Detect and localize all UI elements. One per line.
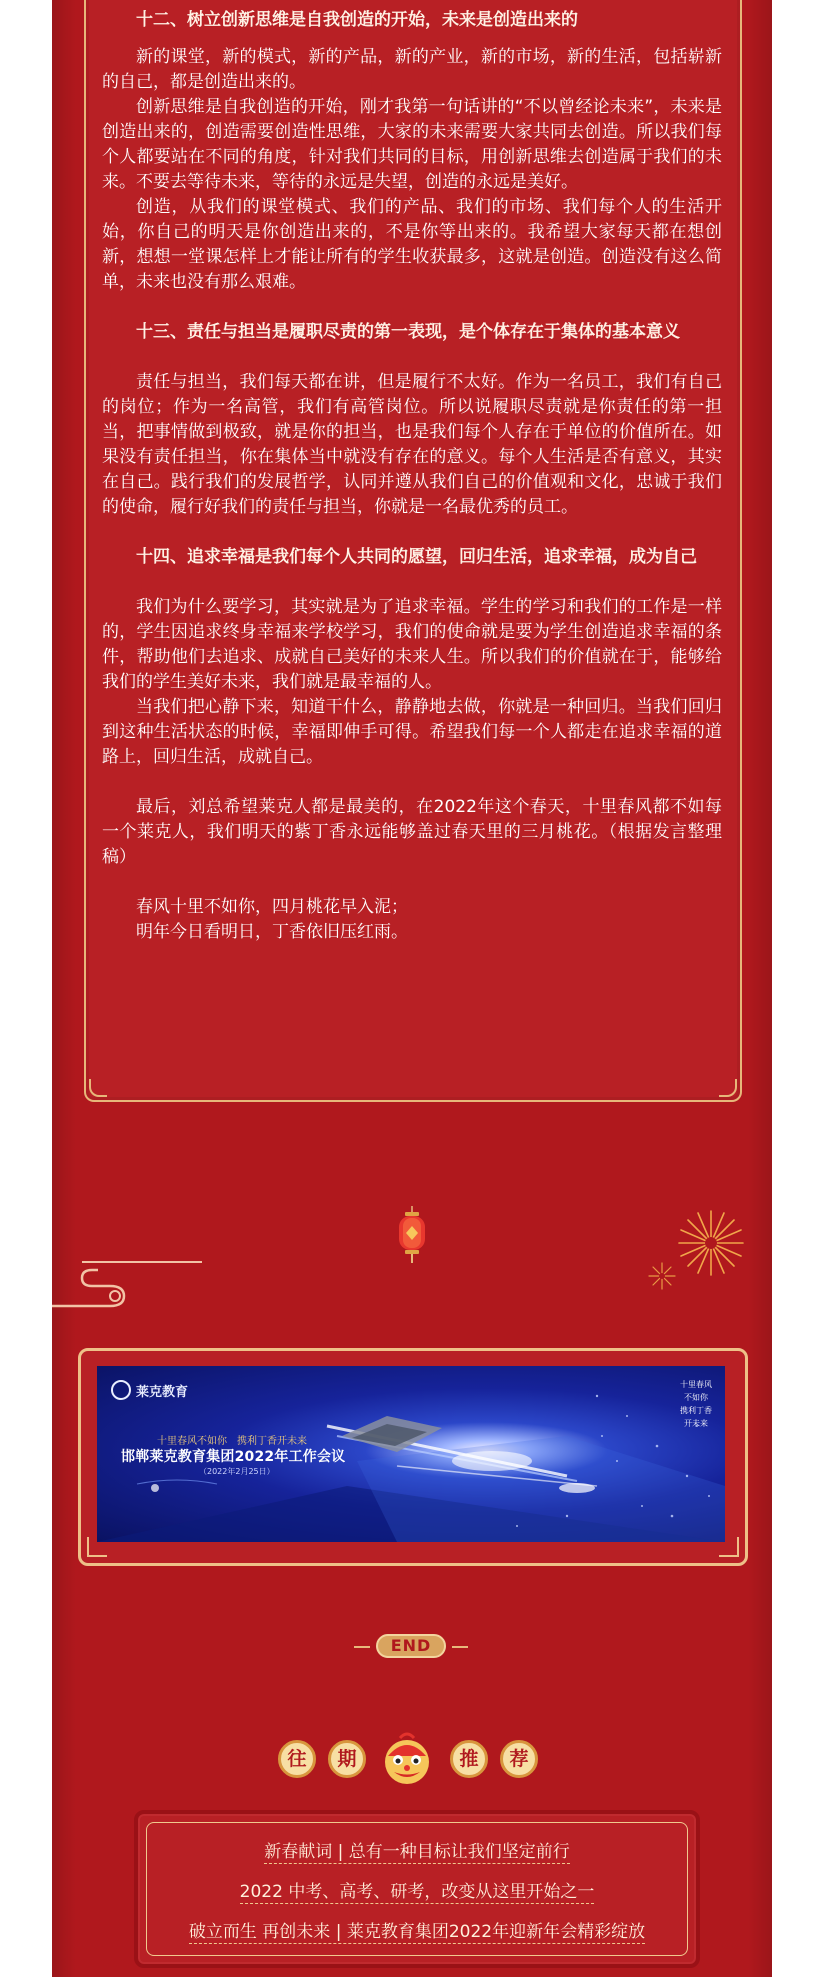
end-line-right xyxy=(452,1646,468,1648)
recommended-link[interactable] xyxy=(147,1877,687,1902)
banner-side-text xyxy=(666,1378,725,1430)
end-line-left xyxy=(354,1646,370,1648)
page-shade-left xyxy=(52,0,76,1977)
poem-line: 春风十里不如你，四月桃花早入泥； xyxy=(136,897,408,917)
banner-side-line: 不如你 xyxy=(684,1393,708,1402)
section-heading: 十二、树立创新思维是自我创造的开始，未来是创造出来的 xyxy=(136,10,578,30)
conference-banner-image xyxy=(97,1366,725,1542)
banner-side-line: 十里春风 xyxy=(680,1380,712,1389)
section-heading: 十三、责任与担当是履职尽责的第一表现，是个体存在于集体的基本意义 xyxy=(136,322,680,342)
fireworks-small-icon xyxy=(648,1262,676,1290)
recommend-char: 推 xyxy=(450,1740,488,1778)
recommend-char: 往 xyxy=(278,1740,316,1778)
paragraph: 创造，从我们的课堂模式、我们的产品、我们的市场、我们每个人的生活开始，你自己的明天是你创造出来的，不是你等出来的。我希望大家每天都在想创新，想想一堂课怎样上才能让所有的学生收获最多，这就是创造。创造没有这么简单，未来也没有那么艰难。 xyxy=(102,197,722,292)
recommend-char: 期 xyxy=(328,1740,366,1778)
paragraph: 责任与担当，我们每天都在讲，但是履行不太好。作为一名员工，我们有自己的岗位；作为一名高管，我们有高管岗位。所以说履职尽责就是你责任的第一担当，把事情做到极致，就是你的担当，也是我们每个人存在于单位的价值所在。如果没有责任担当，你在集体当中就没有存在的意义。每个人生活是否有意义，其实在自己。践行我们的发展哲学，认同并遵从我们自己的价值观和文化，忠诚于我们的使命，履行好我们的责任与担当，你就是一名最优秀的员工。 xyxy=(102,372,722,517)
banner-logo-text: 莱克教育 xyxy=(136,1384,189,1400)
recommended-link[interactable] xyxy=(147,1837,687,1862)
banner-title: 邯郸莱克教育集团2022年工作会议 xyxy=(121,1449,346,1465)
banner-date: （2022年2月25日） xyxy=(199,1467,275,1476)
recommended-links-box xyxy=(134,1810,700,1968)
school-logo-icon xyxy=(111,1380,131,1400)
recommended-link[interactable] xyxy=(147,1917,687,1942)
card-corner-ornament xyxy=(719,1079,737,1097)
past-recommendations-header xyxy=(278,1730,578,1788)
card-corner-ornament xyxy=(89,1079,107,1097)
paragraph: 新的课堂，新的模式，新的产品，新的产业，新的市场，新的生活，包括崭新的自己，都是创造出来的。 xyxy=(102,47,722,92)
lion-dance-icon xyxy=(378,1730,436,1788)
links-inner-frame xyxy=(146,1822,688,1956)
paragraph: 我们为什么要学习，其实就是为了追求幸福。学生的学习和我们的工作是一样的，学生因追求终身幸福来学校学习，我们的使命就是要为学生创造追求幸福的条件，帮助他们去追求、成就自己美好的未来人生。所以我们的价值就在于，能够给我们的学生美好未来，我们就是最幸福的人。 xyxy=(102,597,722,692)
end-label: END xyxy=(376,1634,446,1658)
banner-side-line: 携利丁香 xyxy=(680,1406,712,1415)
banner-side-line: 开未来 xyxy=(684,1419,708,1428)
closing-paragraph: 最后，刘总希望莱克人都是最美的，在2022年这个春天，十里春风都不如每一个莱克人，我们明天的紫丁香永远能够盖过春天里的三月桃花。（根据发言整理稿） xyxy=(102,797,722,867)
recommended-link-text[interactable]: 2022 中考、高考、研考，改变从这里开始之一 xyxy=(239,1882,595,1902)
end-marker xyxy=(354,1634,474,1660)
article-content xyxy=(102,8,722,945)
banner-logo xyxy=(111,1380,188,1400)
recommended-link-text[interactable]: 破立而生 再创未来 | 莱克教育集团2022年迎新年会精彩绽放 xyxy=(188,1922,646,1942)
recommended-link-text[interactable]: 新春献词 | 总有一种目标让我们坚定前行 xyxy=(264,1842,570,1862)
auspicious-cloud-icon xyxy=(52,1254,202,1310)
page-shade-right xyxy=(748,0,772,1977)
paragraph: 创新思维是自我创造的开始，刚才我第一句话讲的“不以曾经论未来”，未来是创造出来的，创造需要创造性思维，大家的未来需要大家共同去创造。所以我们每个人都要站在不同的角度，针对我们共同的目标，用创新思维去创造属于我们的未来。不要去等待未来，等待的永远是失望，创造的永远是美好。 xyxy=(102,97,722,192)
lantern-icon xyxy=(396,1206,428,1264)
paragraph: 当我们把心静下来，知道干什么，静静地去做，你就是一种回归。当我们回归到这种生活状态的时候，幸福即伸手可得。希望我们每一个人都走在追求幸福的道路上，回归生活，成就自己。 xyxy=(102,697,722,767)
banner-tagline: 十里春风不如你 携利丁香开未来 xyxy=(157,1436,307,1447)
poem-line: 明年今日看明日，丁香依旧压红雨。 xyxy=(136,922,408,942)
fireworks-icon xyxy=(676,1208,746,1278)
recommend-char: 荐 xyxy=(500,1740,538,1778)
section-heading: 十四、追求幸福是我们每个人共同的愿望，回归生活，追求幸福，成为自己 xyxy=(136,547,697,567)
